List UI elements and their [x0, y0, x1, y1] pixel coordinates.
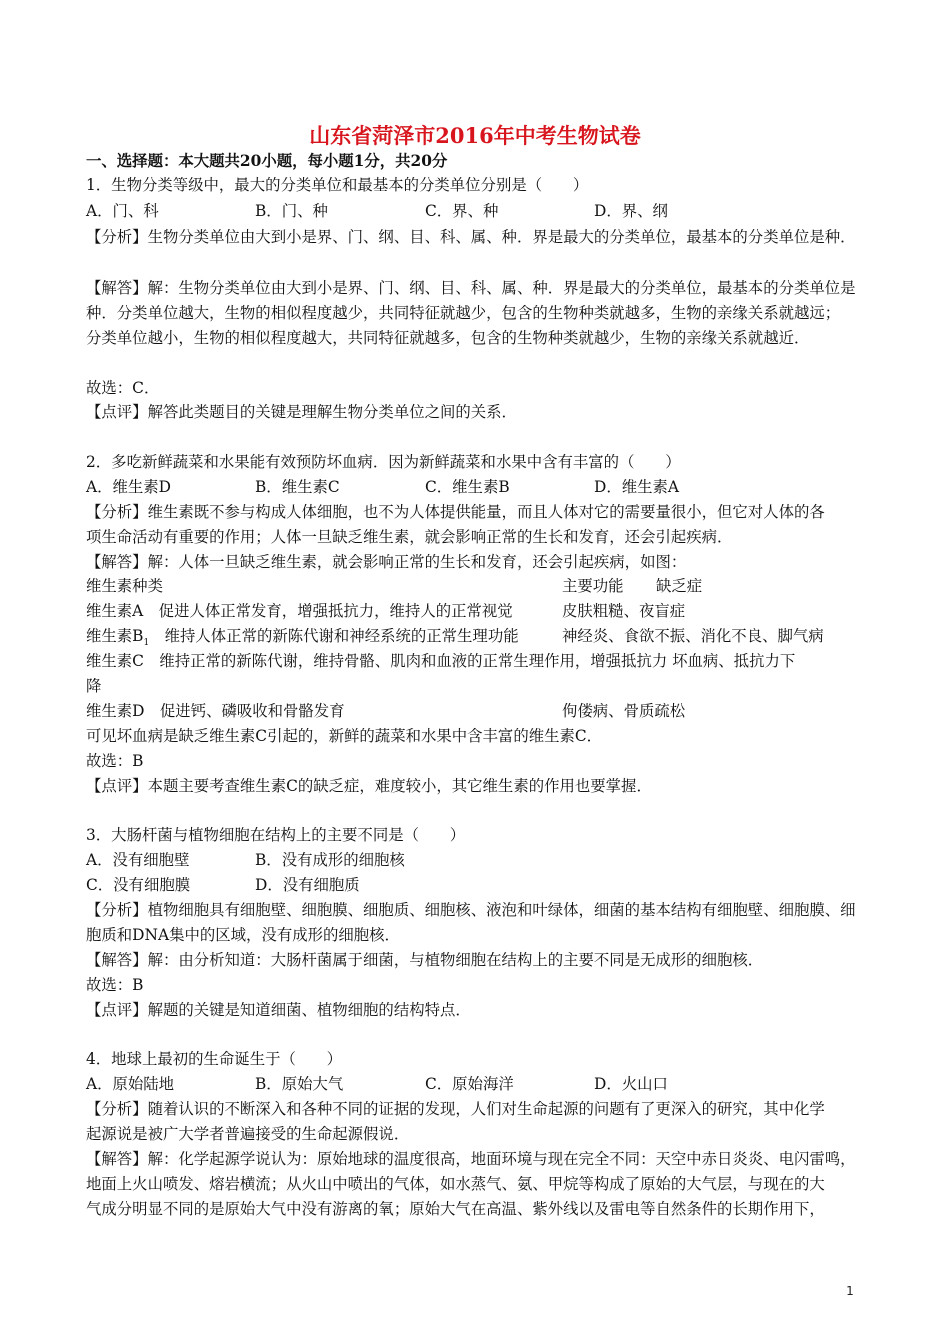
page-number: 1 [846, 1284, 854, 1298]
question-4-stem: 4．地球上最初的生命诞生于（ ） [86, 1050, 343, 1068]
option-c: C．界、种 [425, 202, 499, 220]
row-b-deficiency: 神经炎、食欲不振、消化不良、脚气病 [562, 627, 824, 645]
question-2-conclusion: 可见坏血病是缺乏维生素C引起的，新鲜的蔬菜和水果中含丰富的维生素C． [86, 727, 603, 745]
row-b-subscript: 1 [143, 638, 150, 649]
question-1-stem: 1．生物分类等级中，最大的分类单位和最基本的分类单位分别是（ ） [86, 176, 589, 194]
row-a-deficiency: 皮肤粗糙、夜盲症 [562, 602, 686, 620]
question-2-comment: 【点评】本题主要考查维生素C的缺乏症，难度较小，其它维生素的作用也要掌握． [86, 777, 652, 795]
question-3-answer: 【解答】解：由分析知道：大肠杆菌属于细菌，与植物细胞在结构上的主要不同是无成形的细胞核． [86, 951, 764, 969]
option-c: C．原始海洋 [425, 1075, 514, 1093]
option-c: C．没有细胞膜 [86, 876, 191, 894]
option-b: B．原始大气 [255, 1075, 344, 1093]
option-d: D．火山口 [594, 1075, 668, 1093]
option-d: D．维生素A [594, 478, 680, 496]
option-a: A．门、科 [86, 202, 159, 220]
question-3-analysis-line: 胞质和DNA集中的区域，没有成形的细胞核． [86, 926, 400, 944]
option-b: B．维生素C [255, 478, 340, 496]
question-4-analysis-line: 【分析】随着认识的不断深入和各种不同的证据的发现，人们对生命起源的问题有了更深入的研究，其中化学 [86, 1100, 825, 1118]
question-1-analysis: 【分析】生物分类单位由大到小是界、门、纲、目、科、属、种．界是最大的分类单位，最基本的分类单位是种． [86, 228, 856, 246]
question-1-choice: 故选：C． [86, 379, 160, 397]
option-c: C．维生素B [425, 478, 510, 496]
question-4-answer-line: 地面上火山喷发、熔岩横流；从火山中喷出的气体，如水蒸气、氨、甲烷等构成了原始的大气层，与现在的大 [86, 1175, 825, 1193]
row-d-text: 维生素D 促进钙、磷吸收和骨骼发育 [86, 702, 345, 720]
option-b: B．门、种 [255, 202, 328, 220]
question-4-analysis-line: 起源说是被广大学者普遍接受的生命起源假说． [86, 1125, 410, 1143]
option-d: D．没有细胞质 [255, 876, 360, 894]
section-heading: 一、选择题：本大题共20小题，每小题1分，共20分 [86, 152, 448, 170]
row-b-prefix: 维生素B [86, 627, 144, 645]
question-1-answer-line: 【解答】解：生物分类单位由大到小是界、门、纲、目、科、属、种．界是最大的分类单位，最基本的分类单位是 [86, 279, 856, 297]
question-1-answer-line: 分类单位越小，生物的相似程度越大，共同特征就越多，包含的生物种类就越少，生物的亲缘关系就越近． [86, 329, 810, 347]
vitamin-row-c: 维生素C 维持正常的新陈代谢，维持骨骼、肌肉和血液的正常生理作用，增强抵抗力 坏血病、抵抗力下 [86, 652, 796, 670]
option-a: A．没有细胞壁 [86, 851, 190, 869]
option-b: B．没有成形的细胞核 [255, 851, 405, 869]
vitamin-row-d [86, 700, 876, 722]
question-1-comment: 【点评】解答此类题目的关键是理解生物分类单位之间的关系． [86, 403, 517, 421]
question-2-choice: 故选：B [86, 752, 144, 770]
question-2-answer-intro: 【解答】解：人体一旦缺乏维生素，就会影响正常的生长和发育，还会引起疾病，如图： [86, 553, 687, 571]
question-3-choice: 故选：B [86, 976, 144, 994]
question-1-answer-line: 种．分类单位越大，生物的相似程度越少，共同特征就越少，包含的生物种类就越多，生物的亲缘关系就越远； [86, 304, 841, 322]
vitamin-table-header [86, 575, 876, 597]
option-a: A．维生素D [86, 478, 172, 496]
question-3-stem: 3．大肠杆菌与植物细胞在结构上的主要不同是（ ） [86, 826, 466, 844]
question-2-analysis-line: 项生命活动有重要的作用；人体一旦缺乏维生素，就会影响正常的生长和发育，还会引起疾病． [86, 528, 733, 546]
question-2-stem: 2．多吃新鲜蔬菜和水果能有效预防坏血病．因为新鲜蔬菜和水果中含有丰富的（ ） [86, 453, 681, 471]
vitamin-row-c-continued: 降 [86, 677, 102, 695]
question-4-answer-line: 气成分明显不同的是原始大气中没有游离的氧；原始大气在高温、紫外线以及雷电等自然条件的长期作用下， [86, 1200, 825, 1218]
document-title: 山东省菏泽市2016年中考生物试卷 [309, 123, 641, 148]
question-4-answer-line: 【解答】解：化学起源学说认为：原始地球的温度很高，地面环境与现在完全不同：天空中赤日炎炎、电闪雷鸣， [86, 1150, 856, 1168]
row-d-deficiency: 佝偻病、骨质疏松 [562, 702, 686, 720]
vitamin-row-a [86, 600, 876, 622]
question-2-analysis-line: 【分析】维生素既不参与构成人体细胞，也不为人体提供能量，而且人体对它的需要量很小，但它对人体的各 [86, 503, 825, 521]
header-type: 维生素种类 [86, 577, 163, 595]
row-a-text: 维生素A 促进人体正常发育，增强抵抗力，维持人的正常视觉 [86, 602, 513, 620]
option-d: D．界、纲 [594, 202, 668, 220]
option-a: A．原始陆地 [86, 1075, 175, 1093]
question-3-analysis-line: 【分析】植物细胞具有细胞壁、细胞膜、细胞质、细胞核、液泡和叶绿体，细菌的基本结构有细胞壁、细胞膜、细 [86, 901, 856, 919]
header-function: 主要功能 [562, 577, 624, 595]
question-3-comment: 【点评】解题的关键是知道细菌、植物细胞的结构特点． [86, 1001, 471, 1019]
row-b-text: 维持人体正常的新陈代谢和神经系统的正常生理功能 [149, 627, 519, 645]
header-deficiency: 缺乏症 [656, 577, 703, 595]
